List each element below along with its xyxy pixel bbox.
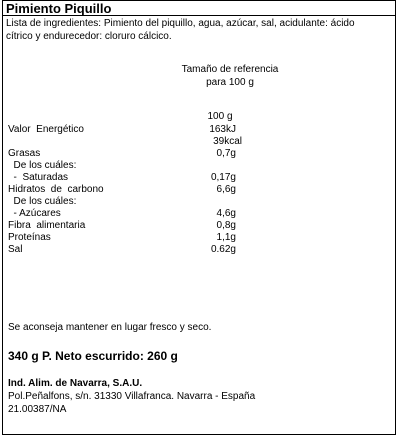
reference-size-line-1: Tamaño de referencia [181, 64, 279, 75]
nutrient-label: - Azúcares [8, 208, 61, 219]
product-title: Pimiento Piquillo [6, 1, 112, 16]
manufacturer-address: Pol.Peñalfons, s/n. 31330 Villafranca. Navarra - España [8, 391, 256, 402]
nutrition-row [0, 244, 400, 256]
nutrition-row [0, 148, 400, 160]
reference-size-header [160, 63, 300, 89]
nutrient-label: - Saturadas [8, 172, 69, 183]
nutrition-row [0, 232, 400, 244]
nutrient-value: 4,6g [216, 208, 236, 219]
nutrient-label: Sal [8, 244, 23, 255]
nutrient-value: 163kJ [209, 124, 236, 135]
nutrient-value: 0.62g [210, 244, 236, 255]
nutrient-label: De los cuáles: [8, 160, 77, 171]
net-weight: 340 g P. Neto escurrido: 260 g [8, 349, 178, 363]
unit-column-header: 100 g [207, 111, 233, 122]
nutrient-label: Grasas [8, 148, 41, 159]
nutrient-label: Proteínas [8, 232, 51, 243]
nutrition-row [0, 136, 400, 148]
nutrient-value: 39kcal [213, 136, 242, 147]
nutrient-label: Fibra alimentaria [8, 220, 86, 231]
nutrition-row [0, 172, 400, 184]
nutrient-value: 0,17g [210, 172, 236, 183]
ingredients-list [6, 17, 390, 43]
registry-number: 21.00387/NA [8, 404, 67, 415]
nutrition-row [0, 160, 400, 172]
ingredients-line-2: cítrico y endurecedor: cloruro cálcico. [6, 31, 172, 42]
nutrition-row [0, 220, 400, 232]
nutrient-value: 0,7g [216, 148, 236, 159]
manufacturer-name: Ind. Alim. de Navarra, S.A.U. [8, 378, 143, 389]
title-divider [2, 15, 396, 16]
nutrient-value: 1,1g [216, 232, 236, 243]
nutrition-row [0, 184, 400, 196]
nutrition-row [0, 196, 400, 208]
nutrient-value: 6,6g [216, 184, 236, 195]
nutrient-label: Hidratos de carbono [8, 184, 104, 195]
ingredients-line-1: Lista de ingredientes: Pimiento del piquillo, agua, azúcar, sal, acidulante: ácido [6, 18, 355, 29]
manufacturer-block [8, 377, 255, 416]
nutrient-label: Valor Energético [8, 124, 84, 135]
storage-note: Se aconseja mantener en lugar fresco y seco. [8, 322, 212, 333]
nutrient-label: De los cuáles: [8, 196, 77, 207]
nutrient-value: 0,8g [216, 220, 236, 231]
reference-size-line-2: para 100 g [206, 77, 254, 88]
nutrition-row [0, 208, 400, 220]
nutrition-row [0, 124, 400, 136]
